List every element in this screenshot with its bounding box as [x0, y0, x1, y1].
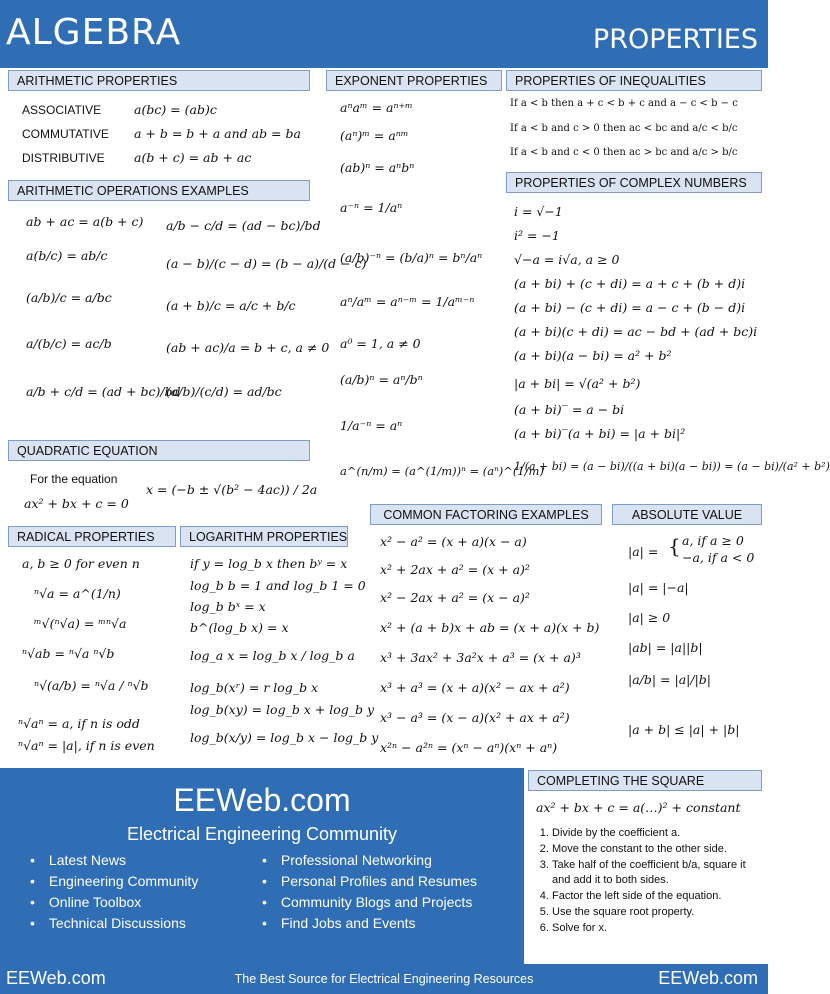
- factor-formula: x³ + a³ = (x + a)(x² − ax + a²): [380, 680, 570, 695]
- abs-rule: |ab| = |a||b|: [628, 640, 703, 655]
- promo-brand[interactable]: EEWeb.com: [173, 782, 351, 818]
- log-formula: if y = log_b x then bʸ = x: [190, 556, 348, 571]
- complex-formula: (a + bi)(a − bi) = a² + b²: [514, 348, 672, 363]
- exp-formula: (a/b)ⁿ = aⁿ/bⁿ: [340, 372, 423, 387]
- section-title: QUADRATIC EQUATION: [8, 440, 310, 461]
- exp-formula: (aⁿ)ᵐ = aⁿᵐ: [340, 128, 409, 143]
- arith-formula: a(bc) = (ab)c: [134, 102, 217, 117]
- section-title: COMMON FACTORING EXAMPLES: [370, 504, 602, 525]
- section-title: COMPLETING THE SQUARE: [528, 770, 762, 791]
- arith-label: COMMUTATIVE: [22, 127, 109, 141]
- radical-formula: ⁿ√a = a^(1/n): [34, 586, 121, 601]
- inequalities: [506, 70, 762, 91]
- section-title: ABSOLUTE VALUE: [612, 504, 762, 525]
- abs-rule: |a/b| = |a|/|b|: [628, 672, 712, 687]
- log-formula: log_b(xʳ) = r log_b x: [190, 680, 319, 695]
- example-formula: (ab + ac)/a = b + c, a ≠ 0: [166, 340, 330, 355]
- exp-formula: aⁿ/aᵐ = aⁿ⁻ᵐ = 1/aᵐ⁻ⁿ: [340, 294, 475, 309]
- abs-rule: |a| ≥ 0: [628, 610, 671, 625]
- complex-formula: 1/(a + bi) = (a − bi)/((a + bi)(a − bi)) = (a − bi)/(a² + b²): [514, 460, 830, 473]
- footer-brand-right[interactable]: EEWeb.com: [658, 968, 758, 988]
- section-title: PROPERTIES OF COMPLEX NUMBERS: [506, 172, 762, 193]
- section-title: ARITHMETIC OPERATIONS EXAMPLES: [8, 180, 310, 201]
- brace: {: [668, 534, 681, 558]
- header-title: ALGEBRA: [6, 12, 182, 53]
- factor-formula: x² + 2ax + a² = (x + a)²: [380, 562, 530, 577]
- abs-rule: |a + b| ≤ |a| + |b|: [628, 722, 740, 737]
- complex-formula: √−a = i√a, a ≥ 0: [514, 252, 620, 267]
- list-item: • Professional Networking: [262, 850, 477, 871]
- complex-formula: (a + bi) − (c + di) = a − c + (b − d)i: [514, 300, 746, 315]
- list-item: • Online Toolbox: [30, 892, 198, 913]
- quad-solution: x = (−b ± √(b² − 4ac)) / 2a: [146, 482, 318, 497]
- list-item: 3. Take half of the coefficient b/a, square it and add it to both sides.: [552, 858, 764, 888]
- quadratic-equation: [8, 440, 310, 461]
- footer-brand-left[interactable]: EEWeb.com: [6, 968, 106, 988]
- list-item: • Find Jobs and Events: [262, 913, 477, 934]
- section-title: PROPERTIES OF INEQUALITIES: [506, 70, 762, 91]
- example-formula: a/(b/c) = ac/b: [26, 336, 112, 351]
- complex-formula: (a + bi)(c + di) = ac − bd + (ad + bc)i: [514, 324, 758, 339]
- section-title: EXPONENT PROPERTIES: [326, 70, 502, 91]
- abs-lhs: |a| =: [628, 544, 659, 559]
- list-item: 6. Solve for x.: [552, 921, 764, 936]
- ineq-rule: If a < b and c > 0 then ac < bc and a/c < b/c: [510, 123, 738, 134]
- complex-formula: (a + bi) + (c + di) = a + c + (b + d)i: [514, 276, 746, 291]
- example-formula: (a − b)/(c − d) = (b − a)/(d − c): [166, 256, 367, 271]
- radical-formula: ⁿ√ab = ⁿ√a ⁿ√b: [22, 646, 115, 661]
- complex-formula: i = √−1: [514, 204, 563, 219]
- exp-formula: 1/a⁻ⁿ = aⁿ: [340, 418, 403, 433]
- factor-formula: x² − a² = (x + a)(x − a): [380, 534, 527, 549]
- promo-subtitle: Electrical Engineering Community: [126, 824, 398, 844]
- example-formula: a/b − c/d = (ad − bc)/bd: [166, 218, 321, 233]
- log-formula: log_b bˣ = x: [190, 599, 266, 614]
- quad-equation: ax² + bx + c = 0: [24, 496, 129, 511]
- abs-def: a, if a ≥ 0: [682, 533, 744, 548]
- promo-list-right: [262, 850, 477, 934]
- radical-properties: [8, 526, 176, 547]
- radical-formula: ⁿ√aⁿ = a, if n is odd: [18, 716, 140, 731]
- exp-formula: a⁰ = 1, a ≠ 0: [340, 336, 421, 351]
- absolute-value: [612, 504, 762, 525]
- list-item: 4. Factor the left side of the equation.: [552, 889, 764, 904]
- factor-formula: x³ + 3ax² + 3a²x + a³ = (x + a)³: [380, 650, 581, 665]
- promo-panel: [0, 768, 524, 964]
- list-item: • Community Blogs and Projects: [262, 892, 477, 913]
- factor-formula: x²ⁿ − a²ⁿ = (xⁿ − aⁿ)(xⁿ + aⁿ): [380, 740, 558, 755]
- log-formula: log_b b = 1 and log_b 1 = 0: [190, 578, 366, 593]
- log-formula: b^(log_b x) = x: [190, 620, 289, 635]
- complex-formula: (a + bi)‾ = a − bi: [514, 402, 625, 417]
- ineq-rule: If a < b and c < 0 then ac > bc and a/c > b/c: [510, 147, 738, 158]
- example-formula: a/b + c/d = (ad + bc)/bd: [26, 384, 181, 399]
- factor-formula: x³ − a³ = (x − a)(x² + ax + a²): [380, 710, 570, 725]
- header-subtitle: PROPERTIES: [592, 24, 758, 55]
- complex-formula: |a + bi| = √(a² + b²): [514, 376, 641, 391]
- log-formula: log_a x = log_b x / log_b a: [190, 648, 355, 663]
- exp-formula: aⁿaᵐ = aⁿ⁺ᵐ: [340, 100, 413, 115]
- example-formula: (a/b)/(c/d) = ad/bc: [166, 384, 282, 399]
- footer-tagline: The Best Source for Electrical Engineering Resources: [234, 972, 534, 986]
- completing-the-square: [528, 770, 762, 791]
- list-item: 5. Use the square root property.: [552, 905, 764, 920]
- abs-def: −a, if a < 0: [682, 550, 755, 565]
- arith-formula: a + b = b + a and ab = ba: [134, 126, 301, 141]
- section-title: RADICAL PROPERTIES: [8, 526, 176, 547]
- example-formula: (a/b)/c = a/bc: [26, 290, 112, 305]
- page-footer: [0, 964, 768, 994]
- exp-formula: (a/b)⁻ⁿ = (b/a)ⁿ = bⁿ/aⁿ: [340, 250, 483, 265]
- list-item: • Engineering Community: [30, 871, 198, 892]
- section-title: LOGARITHM PROPERTIES: [180, 526, 348, 547]
- arith-label: ASSOCIATIVE: [22, 103, 102, 117]
- list-item: 1. Divide by the coefficient a.: [552, 826, 764, 841]
- quad-intro: For the equation: [30, 472, 118, 486]
- ineq-rule: If a < b then a + c < b + c and a − c < b − c: [510, 98, 738, 109]
- complex-formula: i² = −1: [514, 228, 560, 243]
- list-item: • Latest News: [30, 850, 198, 871]
- radical-formula: a, b ≥ 0 for even n: [22, 556, 140, 571]
- square-formula: ax² + bx + c = a(…)² + constant: [536, 800, 741, 815]
- radical-formula: ⁿ√aⁿ = |a|, if n is even: [18, 738, 155, 753]
- radical-formula: ⁿ√(a/b) = ⁿ√a / ⁿ√b: [34, 678, 149, 693]
- square-steps: [536, 826, 764, 937]
- abs-rule: |a| = |−a|: [628, 580, 689, 595]
- factor-formula: x² − 2ax + a² = (x − a)²: [380, 590, 530, 605]
- page-header: [0, 0, 768, 68]
- log-formula: log_b(xy) = log_b x + log_b y: [190, 702, 375, 717]
- list-item: • Personal Profiles and Resumes: [262, 871, 477, 892]
- example-formula: a(b/c) = ab/c: [26, 248, 108, 263]
- arith-label: DISTRIBUTIVE: [22, 151, 105, 165]
- arithmetic-examples: [8, 180, 310, 201]
- radical-formula: ᵐ√(ⁿ√a) = ᵐⁿ√a: [34, 616, 127, 631]
- logarithm-properties: [180, 526, 348, 547]
- example-formula: (a + b)/c = a/c + b/c: [166, 298, 296, 313]
- arithmetic-properties: [8, 70, 310, 91]
- section-title: ARITHMETIC PROPERTIES: [8, 70, 310, 91]
- factor-formula: x² + (a + b)x + ab = (x + a)(x + b): [380, 620, 600, 635]
- complex-formula: (a + bi)‾(a + bi) = |a + bi|²: [514, 426, 686, 441]
- arith-formula: a(b + c) = ab + ac: [134, 150, 252, 165]
- list-item: • Technical Discussions: [30, 913, 198, 934]
- example-formula: ab + ac = a(b + c): [26, 214, 144, 229]
- log-formula: log_b(x/y) = log_b x − log_b y: [190, 730, 379, 745]
- promo-list-left: [30, 850, 198, 934]
- list-item: 2. Move the constant to the other side.: [552, 842, 764, 857]
- exp-formula: a^(n/m) = (a^(1/m))ⁿ = (aⁿ)^(1/m): [340, 464, 544, 478]
- exp-formula: (ab)ⁿ = aⁿbⁿ: [340, 160, 415, 175]
- exponent-properties: [326, 70, 502, 91]
- factoring-examples: [370, 504, 602, 525]
- exp-formula: a⁻ⁿ = 1/aⁿ: [340, 200, 403, 215]
- complex-numbers: [506, 172, 762, 193]
